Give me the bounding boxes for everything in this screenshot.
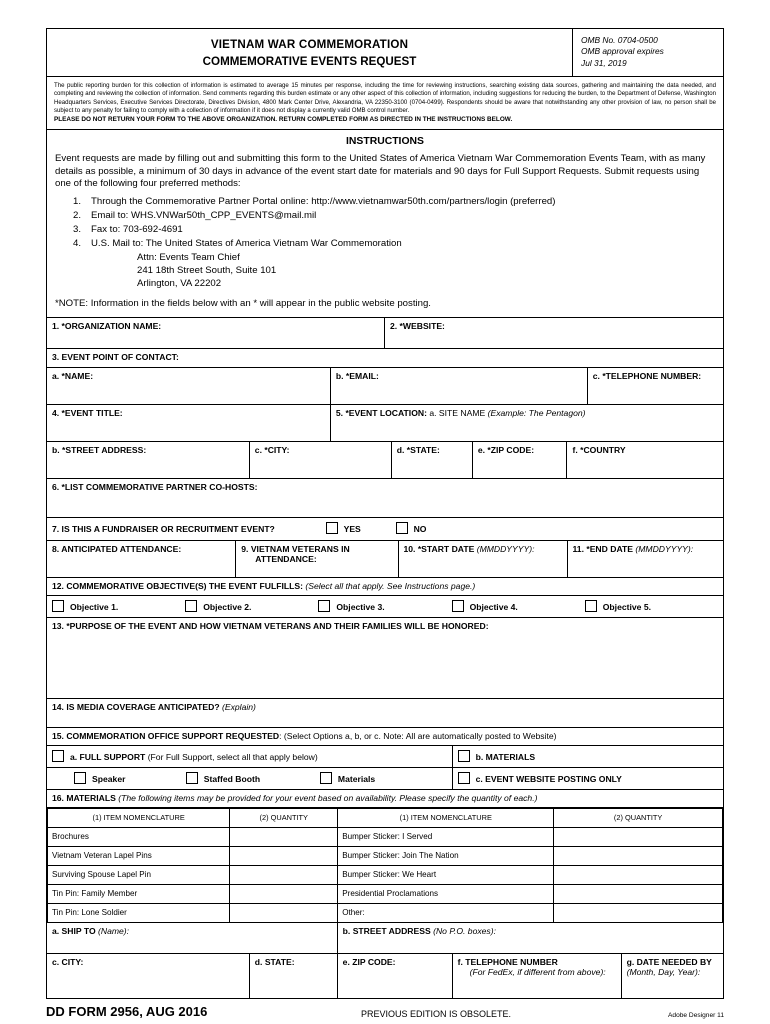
quantity-input[interactable] (554, 884, 723, 903)
option-materials[interactable] (453, 746, 723, 767)
field-website[interactable] (385, 318, 723, 348)
field-label: f. *COUNTRY (572, 444, 626, 455)
field-note: : (Select Options a, b, or c. Note: All are automatically posted to Website) (279, 730, 557, 741)
field-note: (Select all that apply. See Instructions page.) (305, 580, 476, 591)
checkbox-full-support[interactable] (52, 750, 64, 762)
materials-table (47, 808, 723, 923)
table-row (48, 903, 723, 922)
field-vietnam-veterans-attendance[interactable] (236, 541, 398, 577)
field-ship-city[interactable] (47, 954, 250, 998)
field-note: (Explain) (221, 701, 256, 712)
field-label: 4. *EVENT TITLE: (52, 407, 123, 418)
omb-expires-label: OMB approval expires (581, 46, 664, 57)
field-label: 3. EVENT POINT OF CONTACT: (52, 351, 179, 362)
field-note: (For FedEx, if different from above): (469, 966, 606, 977)
field-label: 7. IS THIS A FUNDRAISER OR RECRUITMENT EVENT? (52, 523, 275, 534)
field-label: 9. VIETNAM VETERANS IN (241, 543, 350, 554)
item-name: Tin Pin: Lone Soldier (48, 903, 230, 922)
objective-1[interactable] (52, 600, 185, 613)
field-purpose[interactable] (47, 618, 723, 698)
objective-label: Objective 3. (336, 601, 385, 612)
field-label: 16. MATERIALS (52, 792, 116, 803)
item-name: Other: (338, 903, 554, 922)
table-row (48, 884, 723, 903)
suboption-staffed-booth[interactable] (186, 772, 320, 785)
row-address (47, 442, 723, 479)
row-fundraiser (47, 518, 723, 541)
objective-5[interactable] (585, 600, 718, 613)
field-label: b. STREET ADDRESS (342, 925, 431, 936)
field-label: c. *CITY: (254, 444, 290, 455)
asterisk-note: *NOTE: Information in the fields below with an * will appear in the public website posting. (55, 297, 431, 309)
checkbox-staffed-booth[interactable] (186, 772, 198, 784)
row-support-header (47, 728, 723, 746)
col4-header: (2) QUANTITY (554, 808, 723, 827)
field-poc-telephone[interactable] (588, 368, 723, 404)
field-format: (MMDDYYYY): (476, 543, 535, 554)
field-commemorative-objectives (47, 578, 723, 595)
field-materials (47, 790, 723, 807)
field-label: d. *STATE: (396, 444, 440, 455)
field-ship-telephone[interactable] (453, 954, 622, 998)
item-name: Brochures (48, 827, 230, 846)
suboption-label: Staffed Booth (203, 773, 261, 784)
field-event-title[interactable] (47, 405, 331, 441)
previous-edition-note: PREVIOUS EDITION IS OBSOLETE. (360, 1008, 512, 1019)
suboption-label: Materials (337, 773, 376, 784)
field-label: c. CITY: (52, 956, 84, 967)
field-state[interactable] (392, 442, 473, 478)
form-footer (46, 1004, 724, 1019)
field-event-location[interactable] (331, 405, 723, 441)
row-support-options (47, 746, 723, 768)
checkbox-no-label: NO (413, 523, 427, 534)
field-label: 8. ANTICIPATED ATTENDANCE: (52, 543, 182, 554)
omb-expires-date: Jul 31, 2019 (581, 57, 627, 68)
method-text: Email to: WHS.VNWar50th_CPP_EVENTS@mail.mil (91, 210, 317, 222)
field-support-requested (47, 728, 723, 745)
field-date-needed[interactable] (622, 954, 723, 998)
objective-label: Objective 4. (469, 601, 518, 612)
field-label: 2. *WEBSITE: (390, 320, 445, 331)
checkbox-website-posting-only[interactable] (458, 772, 470, 784)
field-label: 10. *START DATE (403, 543, 475, 554)
burden-bold-line: PLEASE DO NOT RETURN YOUR FORM TO THE ABOVE ORGANIZATION. RETURN COMPLETED FORM AS DIRECTED IN THE INSTRUCTIONS BELOW. (54, 115, 513, 123)
field-ship-zip[interactable] (338, 954, 453, 998)
method-number: 1. (73, 196, 82, 208)
checkbox-no[interactable] (396, 522, 408, 534)
row-co-hosts (47, 479, 723, 518)
form-header (47, 29, 723, 77)
suboption-speaker[interactable] (52, 772, 186, 785)
quantity-input[interactable] (230, 903, 338, 922)
quantity-input[interactable] (230, 884, 338, 903)
field-label: g. DATE NEEDED BY (626, 956, 712, 967)
checkbox-objective-5[interactable] (585, 600, 597, 612)
mail-address-line-1: Attn: Events Team Chief (137, 252, 240, 263)
field-note: (Name): (98, 925, 130, 936)
field-end-date[interactable] (568, 541, 723, 577)
quantity-input[interactable] (230, 846, 338, 865)
list-item (55, 238, 715, 251)
list-item (55, 210, 715, 223)
checkbox-yes[interactable] (326, 522, 338, 534)
table-row (48, 827, 723, 846)
field-format: (MMDDYYYY): (635, 543, 694, 554)
quantity-input[interactable] (554, 827, 723, 846)
checkbox-materials[interactable] (458, 750, 470, 762)
item-name: Tin Pin: Family Member (48, 884, 230, 903)
field-label: b. *STREET ADDRESS: (52, 444, 147, 455)
objective-label: Objective 2. (203, 601, 252, 612)
col3-header: (1) ITEM NOMENCLATURE (338, 808, 554, 827)
form-number: DD FORM 2956, AUG 2016 (46, 1003, 208, 1019)
row-materials-header (47, 790, 723, 808)
list-item (55, 224, 715, 237)
quantity-input[interactable] (554, 903, 723, 922)
row-ship-location (47, 954, 723, 998)
field-label: e. ZIP CODE: (342, 956, 396, 967)
field-label: 1. *ORGANIZATION NAME: (52, 320, 162, 331)
full-support-suboptions (47, 768, 453, 789)
objective-3[interactable] (318, 600, 451, 613)
method-number: 2. (73, 210, 82, 222)
field-label: 5. *EVENT LOCATION: (335, 407, 427, 418)
quantity-input[interactable] (230, 827, 338, 846)
title-line-2: COMMEMORATIVE EVENTS REQUEST (202, 55, 417, 68)
form-title (47, 29, 572, 76)
method-text: Fax to: 703-692-4691 (91, 224, 183, 236)
item-name: Bumper Sticker: I Served (338, 827, 554, 846)
item-name: Surviving Spouse Lapel Pin (48, 865, 230, 884)
omb-number: OMB No. 0704-0500 (581, 35, 658, 45)
item-name: Presidential Proclamations (338, 884, 554, 903)
item-name: Bumper Sticker: Join The Nation (338, 846, 554, 865)
field-point-of-contact (47, 349, 723, 367)
checkbox-objective-2[interactable] (185, 600, 197, 612)
field-label-2: ATTENDANCE: (255, 553, 317, 564)
objective-label: Objective 5. (602, 601, 651, 612)
row-org-website (47, 318, 723, 349)
checkbox-speaker[interactable] (74, 772, 86, 784)
field-label: b. *EMAIL: (335, 370, 379, 381)
quantity-input[interactable] (554, 865, 723, 884)
field-label: 14. IS MEDIA COVERAGE ANTICIPATED? (52, 701, 220, 712)
field-label: c. *TELEPHONE NUMBER: (592, 370, 702, 381)
col2-header: (2) QUANTITY (230, 808, 338, 827)
checkbox-suboption-materials[interactable] (320, 772, 332, 784)
omb-block (572, 29, 723, 76)
row-event-title-location (47, 405, 723, 442)
field-organization-name[interactable] (47, 318, 385, 348)
instructions-paragraph: Event requests are made by filling out and submitting this form to the United States of America Vietnam War Commemoration Events Team, with as many details as possible, a minimum of 30 days in advance of the event start date for materials and 90 days for Full Support Requests. Submit requests using one of the following four preferred methods: (55, 153, 706, 189)
option-label: c. EVENT WEBSITE POSTING ONLY (475, 773, 622, 784)
burden-text: The public reporting burden for this collection of information is estimated to average 15 minutes per response, including the time for reviewing instructions, searching existing data sources, gathering and maintaining the data needed, and completing and reviewing the collection of information. Send comments regarding this burden estimate or any other aspect of this collection of information, including suggestions for reducing the burden, to the Department of Defense, Washington Headquarters Services, Executive Services Directorate, Directives Division, 4800 Mark Center Drive, Alexandria, VA 22350-3100 (0704-0499). Respondents should be aware that notwithstanding any other provision of law, no person shall be subject to any penalty for failing to comply with a collection of information if it does not display a currently valid OMB control number. (54, 82, 716, 115)
method-number: 3. (73, 224, 82, 236)
quantity-input[interactable] (230, 865, 338, 884)
row-ship-to (47, 923, 723, 954)
field-city[interactable] (250, 442, 392, 478)
field-label: f. TELEPHONE NUMBER (457, 956, 558, 967)
objective-label: Objective 1. (70, 601, 119, 612)
field-label: 11. *END DATE (572, 543, 633, 554)
field-label: 12. COMMEMORATIVE OBJECTIVE(S) THE EVENT FULFILLS: (52, 580, 303, 591)
method-text: Through the Commemorative Partner Portal online: http://www.vietnamwar50th.com/partners/login (preferred) (91, 196, 556, 208)
field-anticipated-attendance[interactable] (47, 541, 236, 577)
instructions-methods (55, 196, 715, 251)
objective-2[interactable] (185, 600, 318, 613)
item-name: Bumper Sticker: We Heart (338, 865, 554, 884)
field-note: (No P.O. boxes): (433, 925, 496, 936)
option-note: (For Full Support, select all that apply below) (147, 751, 318, 762)
row-objectives-header (47, 578, 723, 596)
table-row (48, 846, 723, 865)
row-media-coverage (47, 699, 723, 728)
instructions-block (47, 130, 723, 317)
field-label: a. SHIP TO (52, 925, 96, 936)
row-poc-header (47, 349, 723, 368)
field-label: 6. *LIST COMMEMORATIVE PARTNER CO-HOSTS: (52, 481, 258, 492)
checkbox-yes-label: YES (343, 523, 361, 534)
objective-4[interactable] (452, 600, 585, 613)
mail-address-line-2: 241 18th Street South, Suite 101 (137, 264, 277, 276)
table-row (48, 865, 723, 884)
mail-address-line-3: Arlington, VA 22202 (137, 277, 222, 289)
objectives-list (47, 596, 723, 617)
field-ship-street-address[interactable] (338, 923, 723, 953)
field-ship-to[interactable] (47, 923, 338, 953)
field-poc-email[interactable] (331, 368, 588, 404)
field-fundraiser[interactable] (47, 518, 723, 540)
field-label: 13. *PURPOSE OF THE EVENT AND HOW VIETNAM VETERANS AND THEIR FAMILIES WILL BE HONORED: (52, 620, 489, 631)
option-label: b. MATERIALS (475, 751, 536, 762)
field-label: d. STATE: (254, 956, 295, 967)
field-note: (Month, Day, Year): (626, 966, 701, 977)
site-name-example: (Example: The Pentagon) (487, 407, 586, 418)
instructions-heading: INSTRUCTIONS (346, 136, 424, 148)
field-zip-code[interactable] (473, 442, 568, 478)
method-text: U.S. Mail to: The United States of America Vietnam War Commemoration (91, 238, 402, 250)
list-item (55, 196, 715, 209)
field-label: 15. COMMEMORATION OFFICE SUPPORT REQUESTED (52, 730, 280, 741)
option-website-posting-only[interactable] (453, 768, 723, 789)
col1-header: (1) ITEM NOMENCLATURE (48, 808, 230, 827)
method-number: 4. (73, 238, 82, 250)
row-poc-details (47, 368, 723, 405)
field-ship-state[interactable] (250, 954, 338, 998)
field-note: (The following items may be provided for your event based on availability. Please specify the quantity of each.) (118, 792, 538, 803)
field-country[interactable] (567, 442, 722, 478)
option-label: a. FULL SUPPORT (70, 751, 146, 762)
suboption-materials[interactable] (320, 772, 447, 785)
field-poc-name[interactable] (47, 368, 331, 404)
table-header-row (48, 808, 723, 827)
row-support-suboptions (47, 768, 723, 790)
field-co-hosts[interactable] (47, 479, 723, 517)
dd-form-2956 (46, 28, 724, 999)
item-name: Vietnam Veteran Lapel Pins (48, 846, 230, 865)
checkbox-objective-4[interactable] (452, 600, 464, 612)
field-label: e. *ZIP CODE: (477, 444, 535, 455)
designer-note: Adobe Designer 11 (668, 1011, 724, 1019)
field-street-address[interactable] (47, 442, 250, 478)
checkbox-objective-1[interactable] (52, 600, 64, 612)
suboption-label: Speaker (92, 773, 126, 784)
field-start-date[interactable] (399, 541, 568, 577)
row-objectives-checkboxes (47, 596, 723, 618)
site-name-label: a. SITE NAME (429, 407, 486, 418)
option-full-support[interactable] (47, 746, 453, 767)
row-attendance-dates (47, 541, 723, 578)
quantity-input[interactable] (554, 846, 723, 865)
row-purpose (47, 618, 723, 699)
field-label: a. *NAME: (52, 370, 94, 381)
title-line-1: VIETNAM WAR COMMEMORATION (210, 38, 409, 51)
burden-statement (47, 77, 723, 130)
checkbox-objective-3[interactable] (318, 600, 330, 612)
field-media-coverage[interactable] (47, 699, 723, 727)
